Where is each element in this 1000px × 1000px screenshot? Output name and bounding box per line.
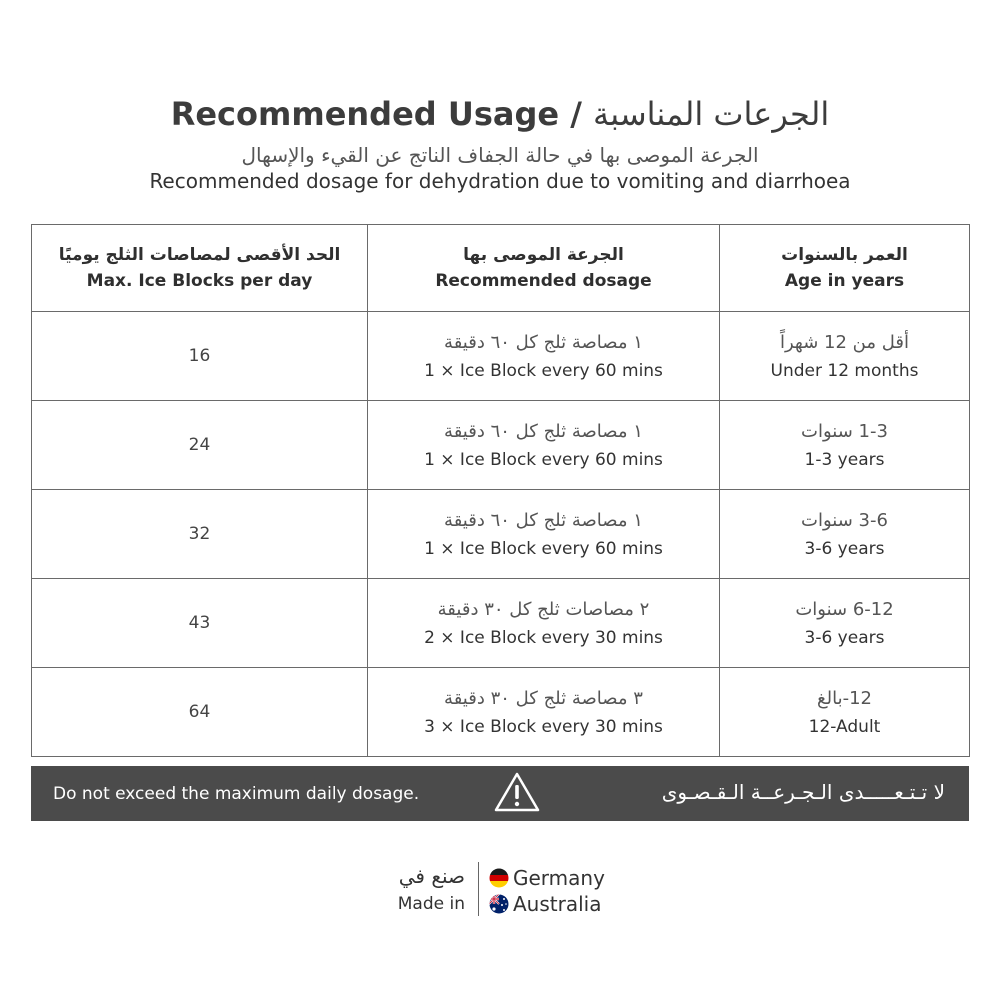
age-cell <box>720 401 970 490</box>
max-value: 43 <box>188 613 211 633</box>
header-recommended-dosage <box>368 225 720 312</box>
header-max-ar: الحد الأقصى لمصاصات الثلج يوميًا <box>58 245 341 265</box>
country-germany <box>489 866 605 890</box>
country-australia <box>489 892 601 916</box>
dose-ar: ٣ مصاصة ثلج كل ٣٠ دقيقة <box>444 687 643 709</box>
table-row <box>32 579 970 668</box>
warning-banner <box>31 766 969 821</box>
dose-cell <box>368 401 720 490</box>
age-en: 3-6 years <box>804 538 885 559</box>
header-age-en: Age in years <box>784 271 905 291</box>
dose-en: 1 × Ice Block every 60 mins <box>424 360 663 381</box>
max-cell <box>32 312 368 401</box>
dose-ar: ٢ مصاصات ثلج كل ٣٠ دقيقة <box>437 598 650 620</box>
header-max-ice-blocks <box>32 225 368 312</box>
dose-cell <box>368 490 720 579</box>
age-en: 12-Adult <box>808 716 881 737</box>
age-cell <box>720 490 970 579</box>
header-age-ar: العمر بالسنوات <box>781 245 908 265</box>
header-dose-en: Recommended dosage <box>435 271 652 291</box>
title-ar: الجرعات المناسبة <box>593 95 830 133</box>
age-ar: 3-6 سنوات <box>801 509 888 531</box>
dose-cell <box>368 668 720 757</box>
dose-ar: ١ مصاصة ثلج كل ٦٠ دقيقة <box>444 509 643 531</box>
table-row <box>32 490 970 579</box>
dose-cell <box>368 579 720 668</box>
warning-text-ar: لا تـتـعـــــدى الـجـرعــة الـقـصـوى <box>661 780 945 804</box>
made-in-en: Made in <box>397 894 465 914</box>
origin-divider <box>478 862 479 916</box>
table-header-row <box>32 225 970 312</box>
max-value: 64 <box>188 702 211 722</box>
header-age <box>720 225 970 312</box>
warning-text-en: Do not exceed the maximum daily dosage. <box>53 784 420 804</box>
table-row <box>32 401 970 490</box>
table-row <box>32 668 970 757</box>
age-ar: أقل من 12 شهراً <box>780 331 909 353</box>
warning-triangle-icon <box>494 771 540 813</box>
max-cell <box>32 490 368 579</box>
age-ar: 6-12 سنوات <box>795 598 894 620</box>
dose-en: 3 × Ice Block every 30 mins <box>424 716 663 737</box>
max-cell <box>32 401 368 490</box>
max-value: 16 <box>188 346 211 366</box>
dosage-table <box>31 224 970 757</box>
country-name: Germany <box>513 866 605 890</box>
age-ar: 12-بالغ <box>817 687 872 709</box>
age-cell <box>720 579 970 668</box>
table-row <box>32 312 970 401</box>
australia-flag-icon <box>489 894 509 914</box>
header-dose-ar: الجرعة الموصى بها <box>463 245 624 265</box>
age-cell <box>720 668 970 757</box>
max-cell <box>32 668 368 757</box>
dose-en: 1 × Ice Block every 60 mins <box>424 449 663 470</box>
subtitle-en: Recommended dosage for dehydration due to vomiting and diarrhoea <box>149 169 851 193</box>
dose-en: 1 × Ice Block every 60 mins <box>424 538 663 559</box>
subtitle-ar: الجرعة الموصى بها في حالة الجفاف الناتج عن القيء والإسهال <box>241 143 759 167</box>
age-cell <box>720 312 970 401</box>
dose-ar: ١ مصاصة ثلج كل ٦٠ دقيقة <box>444 420 643 442</box>
max-value: 32 <box>188 524 211 544</box>
age-ar: 1-3 سنوات <box>801 420 888 442</box>
max-cell <box>32 579 368 668</box>
page-title <box>0 95 1000 133</box>
age-en: 1-3 years <box>804 449 885 470</box>
dose-en: 2 × Ice Block every 30 mins <box>424 627 663 648</box>
germany-flag-icon <box>489 868 509 888</box>
country-name: Australia <box>513 892 602 916</box>
dose-ar: ١ مصاصة ثلج كل ٦٠ دقيقة <box>444 331 643 353</box>
made-in-ar: صنع في <box>398 864 465 888</box>
age-en: Under 12 months <box>770 360 919 381</box>
dose-cell <box>368 312 720 401</box>
header-max-en: Max. Ice Blocks per day <box>86 271 313 291</box>
title-en: Recommended Usage / <box>170 95 582 133</box>
max-value: 24 <box>188 435 211 455</box>
age-en: 3-6 years <box>804 627 885 648</box>
